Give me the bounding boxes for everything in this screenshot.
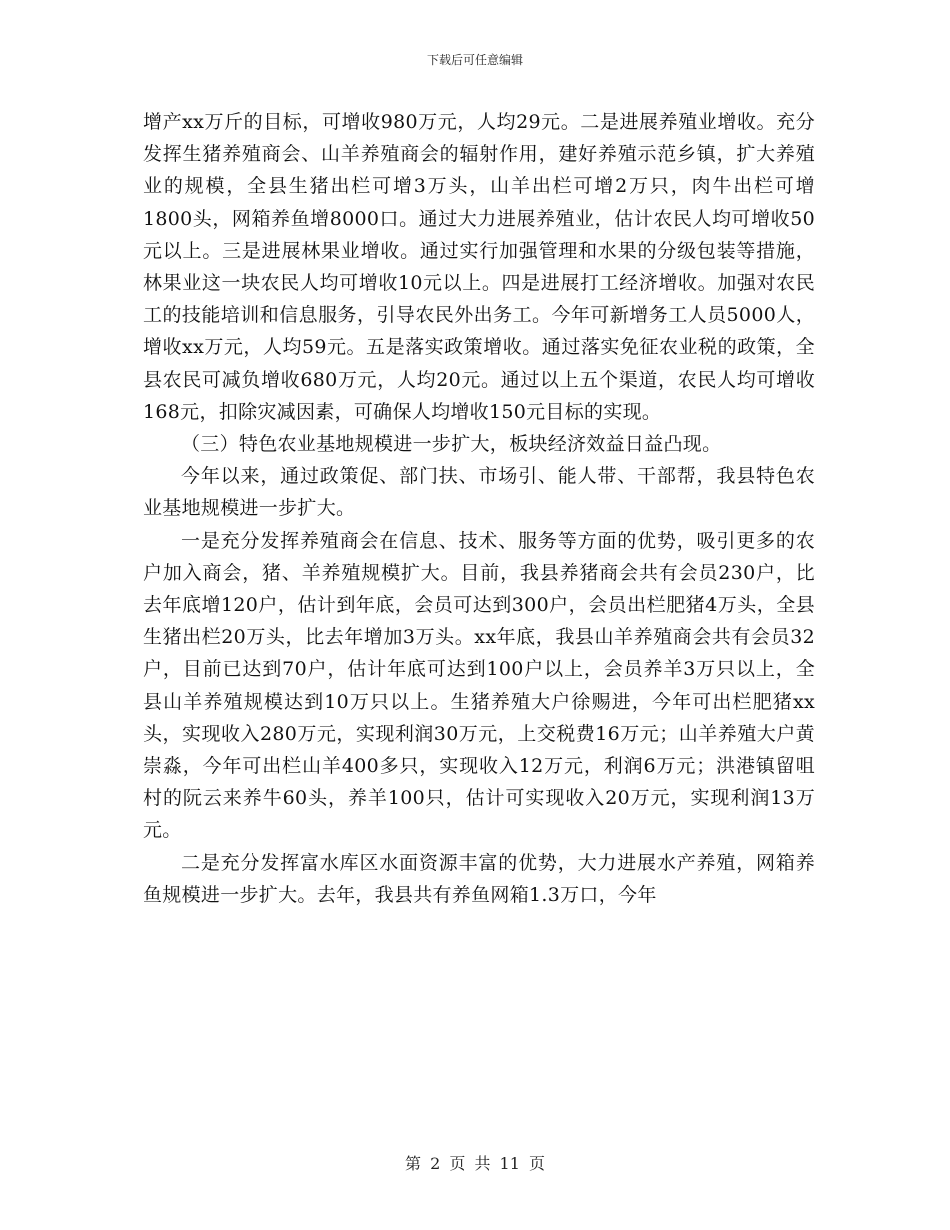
body-paragraph-4: 二是充分发挥富水库区水面资源丰富的优势，大力进展水产养殖，网箱养鱼规模进一步扩大。去年，我县共有养鱼网箱1.3万口，今年 <box>143 851 815 906</box>
body-paragraph-2: 今年以来，通过政策促、部门扶、市场引、能人带、干部帮，我县特色农业基地规模进一步扩大。 <box>143 465 815 520</box>
page-footer: 第 2 页 共 11 页 <box>405 1154 545 1173</box>
page-header: 下载后可任意编辑 <box>426 53 523 67</box>
document-body <box>143 106 815 911</box>
body-paragraph-3: 一是充分发挥养殖商会在信息、技术、服务等方面的优势，吸引更多的农户加入商会，猪、羊养殖规模扩大。目前，我县养猪商会共有会员230户，比去年底增120户，估计到年底，会员可达到300户，会员出栏肥猪4万头，全县生猪出栏20万头，比去年增加3万头。xx年底，我县山羊养殖商会共有会员32户，目前已达到70户，估计年底可达到100户以上，会员养羊3万只以上，全县山羊养殖规模达到10万只以上。生猪养殖大户徐赐进，今年可出栏肥猪xx头，实现收入280万元，实现利润30万元，上交税费16万元；山羊养殖大户黄崇淼，今年可出栏山羊400多只，实现收入12万元，利润6万元；洪港镇留咀村的阮云来养牛60头，养羊100只，估计可实现收入20万元，实现利润13万元。 <box>143 529 815 842</box>
body-paragraph-1: 增产xx万斤的目标，可增收980万元，人均29元。二是进展养殖业增收。充分发挥生猪养殖商会、山羊养殖商会的辐射作用，建好养殖示范乡镇，扩大养殖业的规模，全县生猪出栏可增3万头，山羊出栏可增2万只，肉牛出栏可增1800头，网箱养鱼增8000口。通过大力进展养殖业，估计农民人均可增收50元以上。三是进展林果业增收。通过实行加强管理和水果的分级包装等措施，林果业这一块农民人均可增收10元以上。四是进展打工经济增收。加强对农民工的技能培训和信息服务，引导农民外出务工。今年可新增务工人员5000人，增收xx万元，人均59元。五是落实政策增收。通过落实免征农业税的政策，全县农民可减负增收680万元，人均20元。通过以上五个渠道，农民人均可增收168元，扣除灾减因素，可确保人均增收150元目标的实现。 <box>143 111 815 423</box>
section-heading-3: （三）特色农业基地规模进一步扩大，板块经济效益日益凸现。 <box>181 433 722 456</box>
